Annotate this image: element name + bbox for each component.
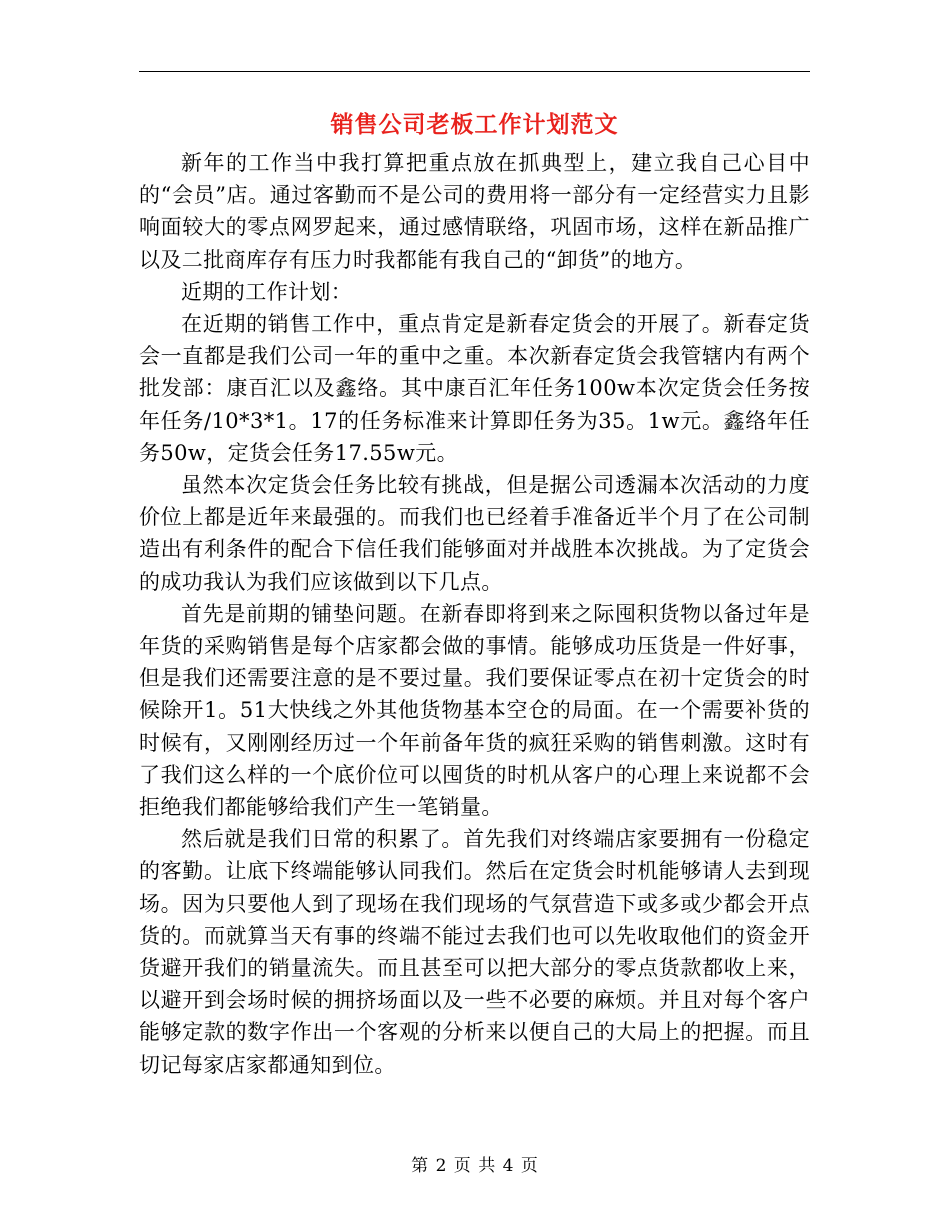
paragraph-near-term-plan-heading: 近期的工作计划： — [181, 279, 353, 304]
paragraph-challenge: 虽然本次定货会任务比较有挑战，但是据公司透漏本次活动的力度价位上都是近年来最强的。而我们也已经着手准备近半个月了在公司制造出有利条件的配合下信任我们能够面对并战胜本次挑战。为了定货会的成功我认为我们应该做到以下几点。 — [139, 473, 810, 594]
page-number-footer: 第 2 页 共 4 页 — [411, 1156, 539, 1176]
paragraph-groundwork: 首先是前期的铺垫问题。在新春即将到来之际囤积货物以备过年是年货的采购销售是每个店家都会做的事情。能够成功压货是一件好事，但是我们还需要注意的是不要过量。我们要保证零点在初十定货会的时候除开1。51大快线之外其他货物基本空仓的局面。在一个需要补货的时候有，又刚刚经历过一个年前备年货的疯狂采购的销售刺激。这时有了我们这么样的一个底价位可以囤货的时机从客户的心理上来说都不会拒绝我们都能够给我们产生一笔销量。 — [139, 601, 810, 820]
header-rule — [139, 71, 810, 72]
document-body — [139, 147, 810, 1081]
paragraph-daily-accumulation: 然后就是我们日常的积累了。首先我们对终端店家要拥有一份稳定的客勤。让底下终端能够认同我们。然后在定货会时机能够请人去到现场。因为只要他人到了现场在我们现场的气氛营造下或多或少都会开点货的。而就算当天有事的终端不能过去我们也可以先收取他们的资金开货避开我们的销量流失。而且甚至可以把大部分的零点货款都收上来，以避开到会场时候的拥挤场面以及一些不必要的麻烦。并且对每个客户能够定款的数字作出一个客观的分析来以便自己的大局上的把握。而且切记每家店家都通知到位。 — [139, 827, 810, 1077]
document-title: 销售公司老板工作计划范文 — [330, 111, 619, 138]
paragraph-spring-order-fair: 在近期的销售工作中，重点肯定是新春定货会的开展了。新春定货会一直都是我们公司一年的重中之重。本次新春定货会我管辖内有两个批发部：康百汇以及鑫络。其中康百汇年任务100w本次定货会任务按年任务/10*3*1。17的任务标准来计算即任务为35。1w元。鑫络年任务50w，定货会任务17.55w元。 — [139, 312, 810, 465]
paragraph-membership-stores: 新年的工作当中我打算把重点放在抓典型上，建立我自己心目中的“会员”店。通过客勤而不是公司的费用将一部分有一定经营实力且影响面较大的零点网罗起来，通过感情联络，巩固市场，这样在新品推广以及二批商库存有压力时我都能有我自己的“卸货”的地方。 — [139, 151, 810, 272]
